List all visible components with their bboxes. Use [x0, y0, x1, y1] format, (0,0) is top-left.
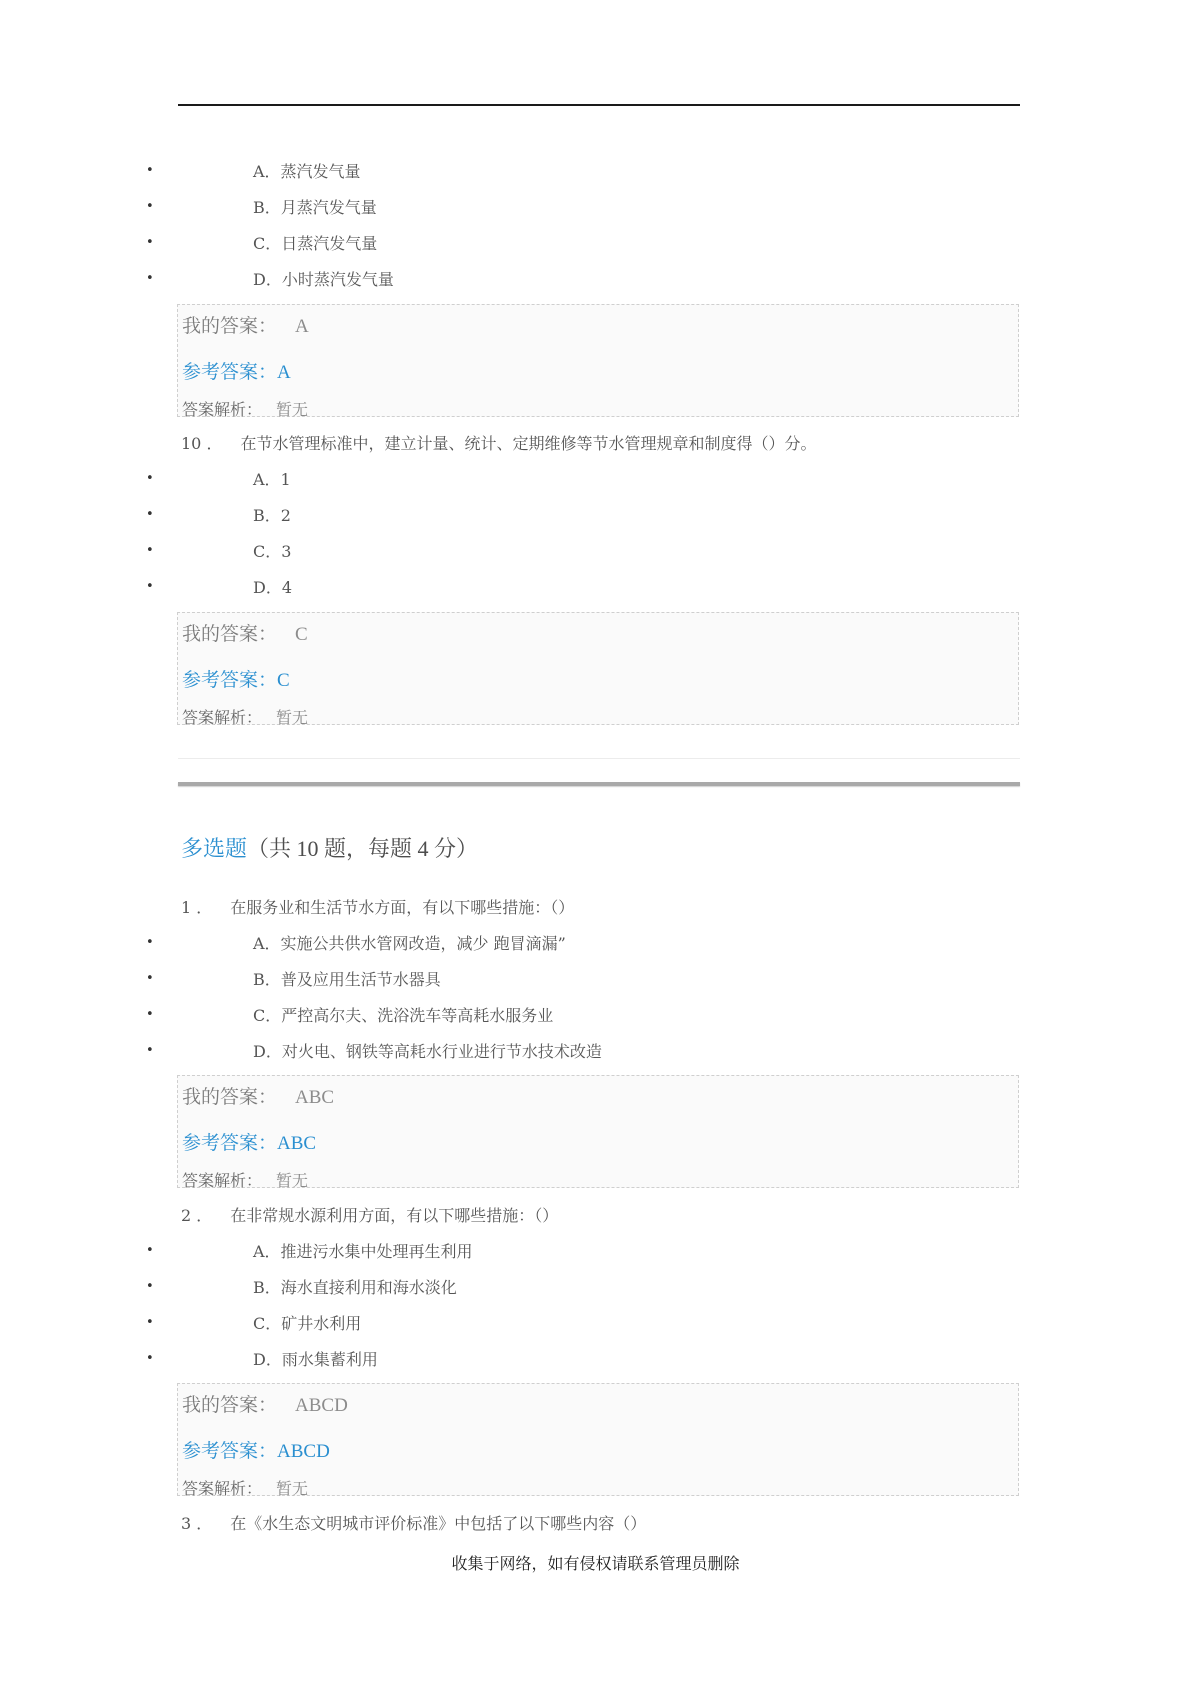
option-a: A．蒸汽发气量 [253, 162, 361, 181]
bullet: • [146, 1243, 154, 1258]
answer-analysis: 答案解析： 暂无 [182, 1171, 309, 1190]
bullet: • [146, 235, 154, 250]
bullet: • [146, 579, 154, 594]
my-answer: 我的答案： ABCD [182, 1395, 348, 1416]
section-divider-thin [178, 758, 1020, 759]
option-d: D．雨水集蓄利用 [253, 1350, 378, 1369]
page-footer: 收集于网络，如有侵权请联系管理员删除 [451, 1556, 740, 1573]
bullet: • [146, 199, 154, 214]
option-d: D．对火电、钢铁等高耗水行业进行节水技术改造 [253, 1042, 602, 1061]
option-a: A．推进污水集中处理再生利用 [253, 1242, 473, 1261]
bullet: • [146, 1043, 154, 1058]
my-answer: 我的答案： C [182, 624, 308, 645]
my-answer: 我的答案： A [182, 316, 309, 337]
option-b: B．2 [253, 506, 291, 525]
option-d: D．4 [253, 578, 293, 597]
answer-box [177, 1383, 1019, 1496]
bullet: • [146, 1351, 154, 1366]
option-b: B．普及应用生活节水器具 [253, 970, 441, 989]
option-c: C．矿井水利用 [253, 1314, 362, 1333]
answer-analysis: 答案解析： 暂无 [182, 1479, 309, 1498]
bullet: • [146, 971, 154, 986]
question-1: 1 ． 在服务业和生活节水方面，有以下哪些措施：（） [181, 898, 575, 917]
answer-box [177, 1075, 1019, 1188]
bullet: • [146, 1279, 154, 1294]
reference-answer: 参考答案：C [182, 670, 290, 691]
option-c: C．3 [253, 542, 292, 561]
reference-answer: 参考答案：ABCD [182, 1441, 330, 1462]
section-divider [178, 782, 1020, 786]
my-answer: 我的答案： ABC [182, 1087, 335, 1108]
reference-answer: 参考答案：ABC [182, 1133, 317, 1154]
reference-answer: 参考答案：A [182, 362, 291, 383]
bullet: • [146, 935, 154, 950]
option-b: B．海水直接利用和海水淡化 [253, 1278, 457, 1297]
bullet: • [146, 471, 154, 486]
answer-box [177, 612, 1019, 725]
answer-box [177, 304, 1019, 417]
option-c: C．严控高尔夫、洗浴洗车等高耗水服务业 [253, 1006, 554, 1025]
option-b: B．月蒸汽发气量 [253, 198, 377, 217]
bullet: • [146, 507, 154, 522]
option-a: A．1 [253, 470, 291, 489]
bullet: • [146, 163, 154, 178]
answer-analysis: 答案解析： 暂无 [182, 708, 309, 727]
bullet: • [146, 271, 154, 286]
bullet: • [146, 543, 154, 558]
option-c: C．日蒸汽发气量 [253, 234, 378, 253]
section-title: 多选题（共 10 题，每题 4 分） [181, 836, 479, 861]
option-d: D．小时蒸汽发气量 [253, 270, 394, 289]
bullet: • [146, 1315, 154, 1330]
question-3: 3 ． 在《水生态文明城市评价标准》中包括了以下哪些内容（） [181, 1514, 647, 1533]
bullet: • [146, 1007, 154, 1022]
question-2: 2 ． 在非常规水源利用方面，有以下哪些措施：（） [181, 1206, 559, 1225]
option-a: A．实施公共供水管网改造，减少 跑冒滴漏” [253, 934, 566, 953]
answer-analysis: 答案解析： 暂无 [182, 400, 309, 419]
question-10: 10 ． 在节水管理标准中，建立计量、统计、定期维修等节水管理规章和制度得（）分。 [181, 434, 817, 453]
top-divider [178, 104, 1020, 106]
